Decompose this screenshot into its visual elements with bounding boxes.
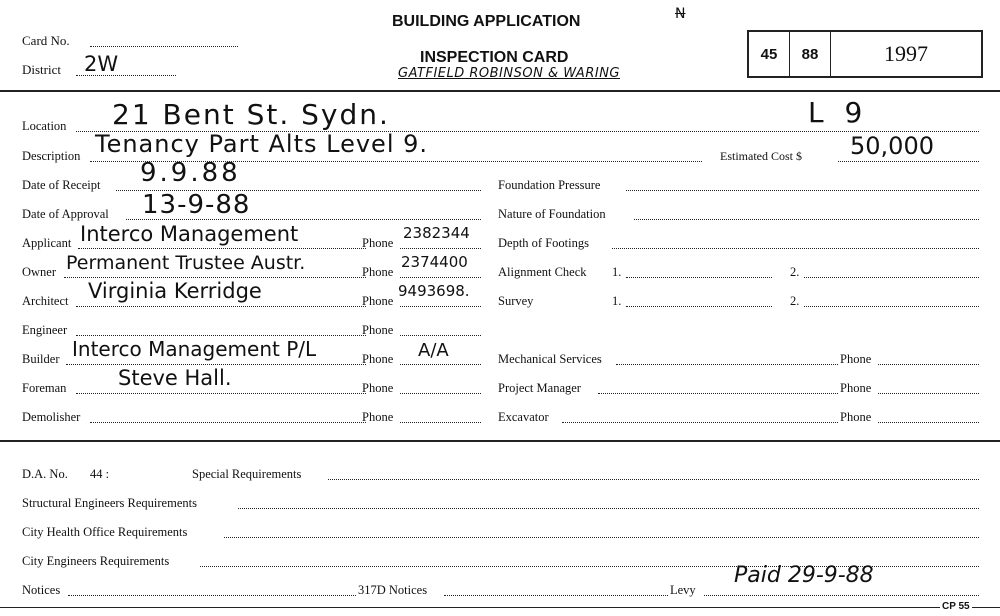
builder-phone: A/A	[418, 340, 449, 361]
levy-value: Paid 29-9-88	[734, 563, 874, 588]
nature-foundation-label: Nature of Foundation	[498, 207, 606, 221]
excavator-phone-line	[878, 422, 979, 423]
project-manager-phone-label: Phone	[840, 381, 872, 395]
alignment-one-line	[626, 277, 772, 278]
form-code: CP 55	[942, 601, 970, 612]
survey-two-line	[804, 306, 979, 307]
engineer-line	[76, 335, 366, 336]
foreman-phone-label: Phone	[362, 381, 394, 395]
alignment-one-label: 1.	[612, 265, 622, 279]
notices-317d-line	[444, 595, 668, 596]
form-title: BUILDING APPLICATION	[392, 13, 581, 30]
form-subtitle: INSPECTION CARD	[420, 49, 569, 66]
footer-rule	[0, 607, 1000, 608]
owner-phone-line	[400, 277, 481, 278]
location-label: Location	[22, 119, 67, 133]
structural-requirements-label: Structural Engineers Requirements	[22, 496, 197, 510]
location-value: 21 Bent St. Sydn.	[112, 98, 390, 131]
card-number-box	[747, 30, 983, 78]
owner-value: Permanent Trustee Austr.	[66, 252, 306, 274]
builder-value: Interco Management P/L	[72, 337, 317, 361]
notices-label: Notices	[22, 583, 61, 597]
cost-line	[838, 161, 979, 162]
builder-phone-line	[400, 364, 481, 365]
header-rule	[0, 90, 1000, 92]
architect-label: Architect	[22, 294, 69, 308]
applicant-line	[78, 248, 366, 249]
foreman-value: Steve Hall.	[118, 366, 232, 390]
architect-value: Virginia Kerridge	[88, 279, 262, 303]
demolisher-phone-label: Phone	[362, 410, 394, 424]
mechanical-phone-line	[878, 364, 979, 365]
builder-line	[66, 364, 366, 365]
levy-label: Levy	[670, 583, 696, 597]
depth-footings-line	[612, 248, 979, 249]
card-no-line	[90, 46, 238, 47]
builder-label: Builder	[22, 352, 60, 366]
alignment-two-label: 2.	[790, 265, 800, 279]
foundation-pressure-line	[626, 190, 979, 191]
engineer-phone-line	[400, 335, 481, 336]
approval-value: 13-9-88	[142, 190, 251, 220]
survey-one-line	[626, 306, 772, 307]
da-no-label: D.A. No.	[22, 467, 68, 481]
section-rule	[0, 440, 1000, 442]
card-no-label: Card No.	[22, 33, 70, 48]
engineers-requirements-label: City Engineers Requirements	[22, 554, 170, 568]
card-box-a: 45	[749, 32, 790, 76]
card-box-b: 88	[790, 32, 831, 76]
architect-line	[76, 306, 366, 307]
mechanical-label: Mechanical Services	[498, 352, 602, 366]
district-value: 2W	[84, 52, 119, 76]
firm-stamp: GATFIELD ROBINSON & WARING	[398, 66, 620, 81]
architect-phone-line	[400, 306, 481, 307]
receipt-value: 9.9.88	[140, 158, 241, 188]
approval-label: Date of Approval	[22, 207, 109, 221]
description-value: Tenancy Part Alts Level 9.	[95, 130, 429, 158]
special-requirements-label: Special Requirements	[192, 467, 302, 481]
special-requirements-line	[328, 479, 979, 480]
levy-line	[704, 595, 979, 596]
owner-line	[64, 277, 366, 278]
owner-phone-label: Phone	[362, 265, 394, 279]
foundation-pressure-label: Foundation Pressure	[498, 178, 601, 192]
foreman-phone-line	[400, 393, 481, 394]
applicant-phone-label: Phone	[362, 236, 394, 250]
owner-label: Owner	[22, 265, 57, 279]
project-manager-line	[598, 393, 838, 394]
location-level: L 9	[808, 96, 869, 129]
excavator-label: Excavator	[498, 410, 549, 424]
architect-phone-label: Phone	[362, 294, 394, 308]
handwritten-mark: N	[675, 6, 686, 22]
health-requirements-label: City Health Office Requirements	[22, 525, 188, 539]
excavator-line	[562, 422, 838, 423]
foreman-line	[76, 393, 366, 394]
demolisher-label: Demolisher	[22, 410, 81, 424]
architect-phone: 9493698.	[398, 282, 470, 300]
card-box-year: 1997	[884, 41, 928, 66]
health-requirements-line	[224, 537, 979, 538]
receipt-label: Date of Receipt	[22, 178, 101, 192]
district-label: District	[22, 62, 61, 77]
builder-phone-label: Phone	[362, 352, 394, 366]
engineer-label: Engineer	[22, 323, 68, 337]
alignment-two-line	[804, 277, 979, 278]
applicant-phone: 2382344	[403, 224, 470, 242]
survey-two-label: 2.	[790, 294, 800, 308]
demolisher-line	[90, 422, 366, 423]
foreman-label: Foreman	[22, 381, 67, 395]
depth-footings-label: Depth of Footings	[498, 236, 589, 250]
project-manager-phone-line	[878, 393, 979, 394]
survey-one-label: 1.	[612, 294, 622, 308]
mechanical-phone-label: Phone	[840, 352, 872, 366]
notices-line	[68, 595, 356, 596]
applicant-value: Interco Management	[80, 222, 299, 246]
description-label: Description	[22, 149, 81, 163]
da-no-value: 44 :	[90, 467, 110, 481]
structural-requirements-line	[238, 508, 979, 509]
demolisher-phone-line	[400, 422, 481, 423]
alignment-check-label: Alignment Check	[498, 265, 587, 279]
applicant-label: Applicant	[22, 236, 72, 250]
notices-317d-label: 317D Notices	[358, 583, 428, 597]
estimated-cost-value: 50,000	[850, 132, 934, 160]
applicant-phone-line	[400, 248, 481, 249]
estimated-cost-label: Estimated Cost $	[720, 149, 802, 163]
mechanical-line	[616, 364, 838, 365]
engineer-phone-label: Phone	[362, 323, 394, 337]
project-manager-label: Project Manager	[498, 381, 581, 395]
owner-phone: 2374400	[401, 253, 468, 271]
nature-foundation-line	[634, 219, 979, 220]
excavator-phone-label: Phone	[840, 410, 872, 424]
survey-label: Survey	[498, 294, 534, 308]
